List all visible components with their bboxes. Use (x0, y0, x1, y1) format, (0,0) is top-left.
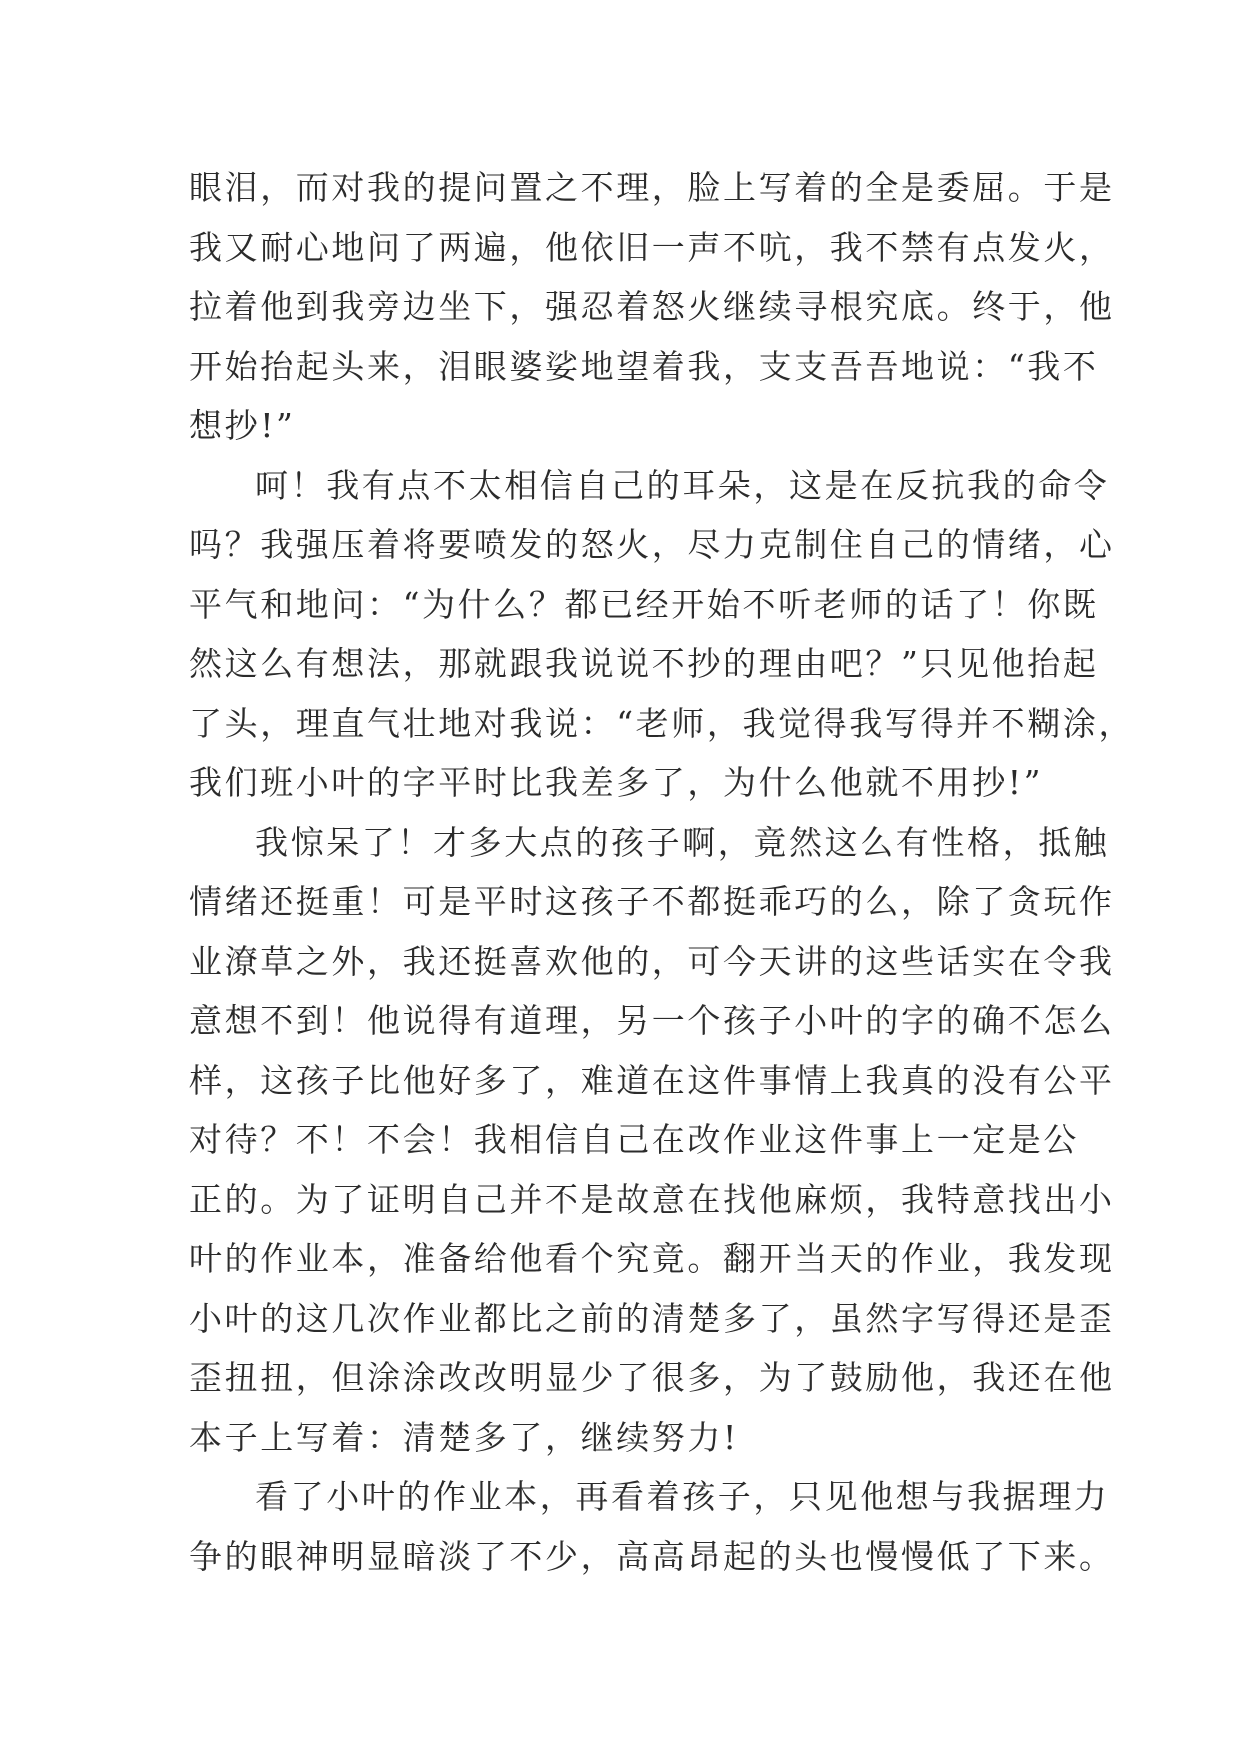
text-line: 小叶的这几次作业都比之前的清楚多了，虽然字写得还是歪 (189, 1298, 1115, 1338)
text-line: 对待？不！不会！我相信自己在改作业这件事上一定是公 (189, 1120, 1079, 1159)
text-line: 开始抬起头来，泪眼婆娑地望着我，支支吾吾地说：“我不 (189, 346, 1099, 386)
text-line: 看了小叶的作业本，再看着孩子，只见他想与我据理力 (255, 1477, 1110, 1516)
text-line: 呵！我有点不太相信自己的耳朵，这是在反抗我的命令 (255, 465, 1110, 505)
text-line: 歪扭扭，但涂涂改改明显少了很多，为了鼓励他，我还在他 (189, 1358, 1115, 1397)
body-text (189, 158, 1135, 1586)
paragraph (189, 1467, 1115, 1586)
text-line: 意想不到！他说得有道理，另一个孩子小叶的字的确不怎么 (189, 1001, 1115, 1040)
paragraph (189, 456, 1135, 813)
text-line: 情绪还挺重！可是平时这孩子不都挺乖巧的么，除了贪玩作 (189, 882, 1115, 921)
text-line: 正的。为了证明自己并不是故意在找他麻烦，我特意找出小 (189, 1179, 1115, 1219)
text-line: 了头，理直气壮地对我说：“老师，我觉得我写得并不糊涂， (189, 703, 1135, 743)
text-line: 样，这孩子比他好多了，难道在这件事情上我真的没有公平 (189, 1060, 1115, 1100)
text-line: 拉着他到我旁边坐下，强忍着怒火继续寻根究底。终于，他 (189, 287, 1115, 326)
text-line: 我们班小叶的字平时比我差多了，为什么他就不用抄!” (189, 763, 1044, 802)
text-line: 业潦草之外，我还挺喜欢他的，可今天讲的这些话实在令我 (189, 941, 1115, 981)
text-line: 然这么有想法，那就跟我说说不抄的理由吧？”只见他抬起 (189, 644, 1099, 683)
text-line: 我又耐心地问了两遍，他依旧一声不吭，我不禁有点发火， (189, 227, 1115, 267)
text-line: 本子上写着：清楚多了，继续努力! (189, 1417, 739, 1457)
text-line: 平气和地问：“为什么？都已经开始不听老师的话了！你既 (189, 584, 1099, 624)
text-line: 想抄!” (189, 406, 296, 445)
paragraph (189, 813, 1115, 1468)
text-line: 叶的作业本，准备给他看个究竟。翻开当天的作业，我发现 (189, 1239, 1115, 1278)
text-line: 吗？我强压着将要喷发的怒火，尽力克制住自己的情绪，心 (189, 525, 1115, 564)
text-line: 我惊呆了！才多大点的孩子啊，竟然这么有性格，抵触 (255, 822, 1110, 862)
text-line: 眼泪，而对我的提问置之不理，脸上写着的全是委屈。于是 (189, 168, 1115, 207)
paragraph (189, 158, 1115, 456)
text-line: 争的眼神明显暗淡了不少，高高昂起的头也慢慢低了下来。 (189, 1536, 1115, 1576)
